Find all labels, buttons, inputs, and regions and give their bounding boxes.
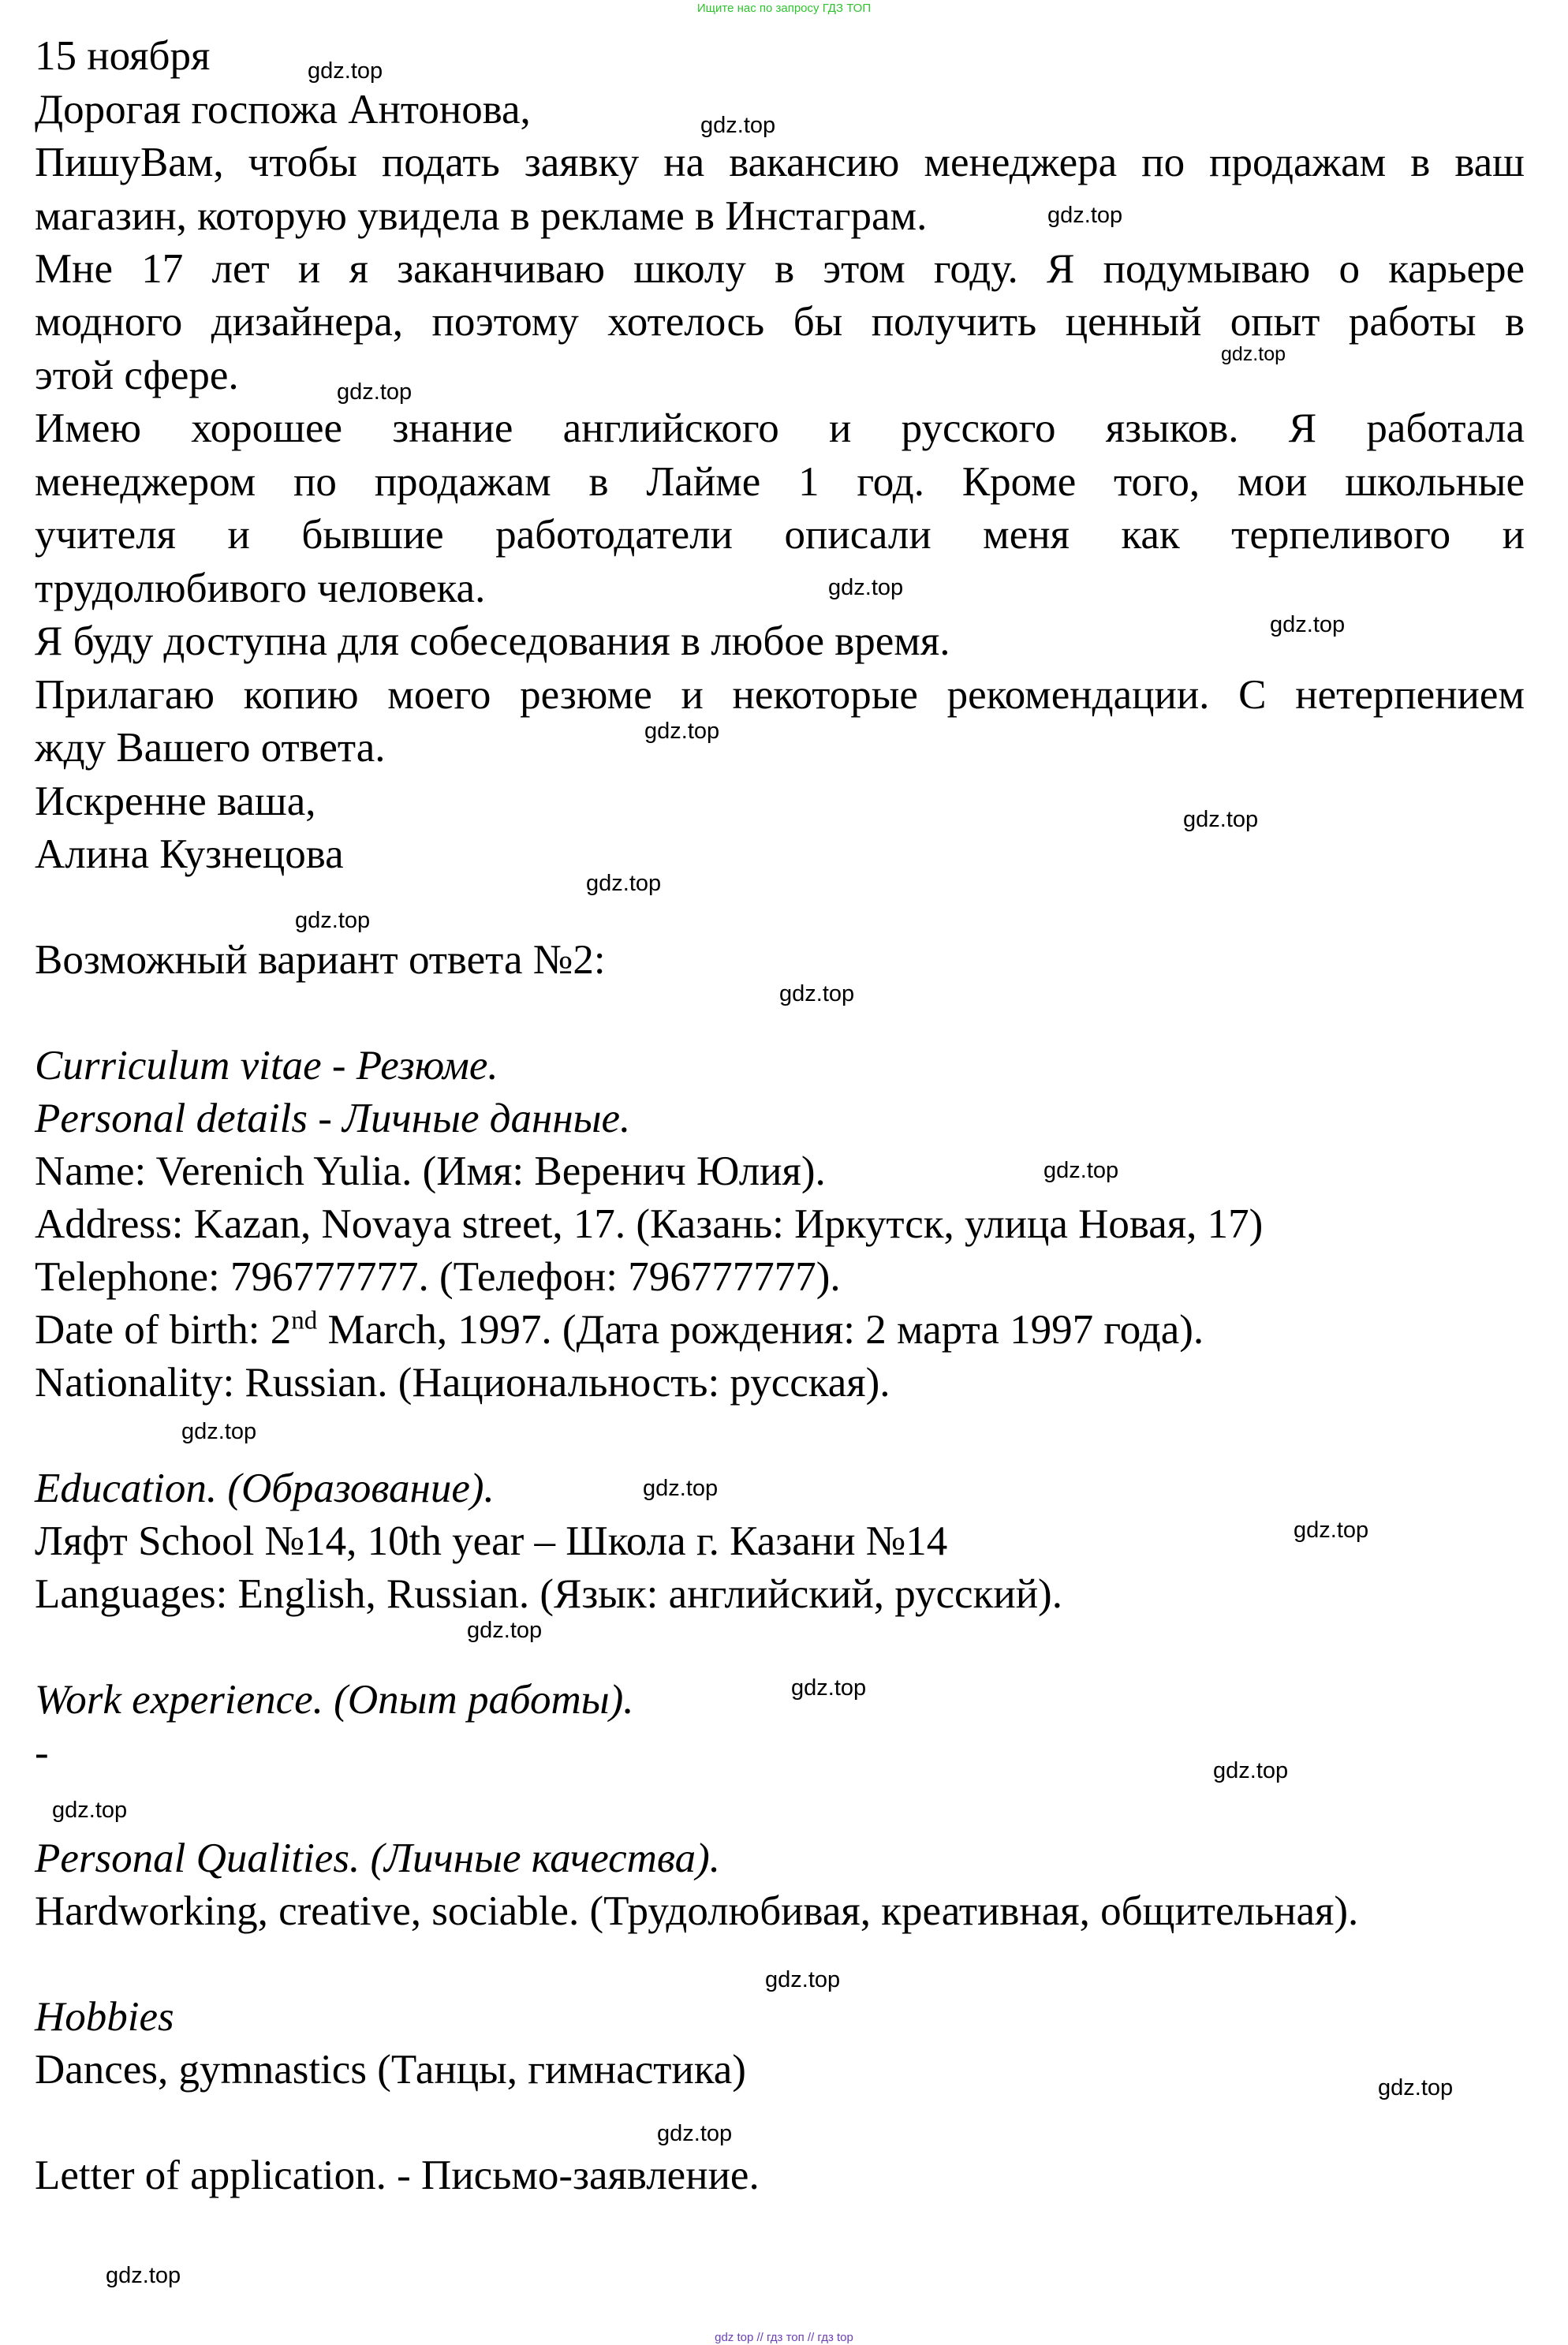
- watermark: gdz.top: [765, 1967, 841, 1992]
- letter-paragraph-3-line-1: Имею хорошее знание английского и русского языков. Я работала: [35, 405, 1525, 451]
- cv-school: Ляфт School №14, 10th year – Школа г. Казани №14: [35, 1518, 948, 1564]
- letter-paragraph-5-line-2: жду Вашего ответа.: [35, 725, 386, 771]
- cv-personal-qualities-heading: Personal Qualities. (Личные качества).: [35, 1835, 720, 1881]
- letter-paragraph-2-line-2: модного дизайнера, поэтому хотелось бы получить ценный опыт работы в: [35, 299, 1525, 345]
- letter-closing: Искренне ваша,: [35, 779, 316, 824]
- cv-personal-details-heading: Personal details - Личные данные.: [35, 1096, 631, 1141]
- watermark: gdz.top: [181, 1419, 257, 1444]
- letter-paragraph-4: Я буду доступна для собеседования в любое время.: [35, 618, 950, 664]
- watermark: gdz.top: [1043, 1158, 1119, 1183]
- footer-links[interactable]: gdz top // гдз топ // гдз top: [715, 2331, 853, 2344]
- letter-paragraph-2-line-3: этой сфере.: [35, 353, 239, 398]
- letter-paragraph-1-line-2: магазин, которую увидела в рекламе в Инстаграм.: [35, 193, 928, 239]
- watermark: gdz.top: [1378, 2075, 1454, 2100]
- watermark: gdz.top: [1294, 1518, 1369, 1543]
- dob-prefix: Date of birth: 2: [35, 1307, 292, 1353]
- letter-paragraph-3-line-2: менеджером по продажам в Лайме 1 год. Кроме того, мои школьные: [35, 459, 1525, 505]
- watermark: gdz.top: [779, 981, 855, 1006]
- cv-name: Name: Verenich Yulia. (Имя: Веренич Юлия).: [35, 1148, 826, 1194]
- watermark: gdz.top: [1270, 612, 1346, 637]
- header-banner[interactable]: Ищите нас по запросу ГДЗ ТОП: [696, 2, 872, 15]
- cv-nationality: Nationality: Russian. (Национальность: русская).: [35, 1360, 890, 1406]
- letter-paragraph-3-line-4: трудолюбивого человека.: [35, 566, 486, 611]
- cv-title: Curriculum vitae - Резюме.: [35, 1043, 498, 1088]
- watermark: gdz.top: [644, 719, 720, 744]
- watermark: gdz.top: [106, 2263, 181, 2288]
- letter-paragraph-5-line-1: Прилагаю копию моего резюме и некоторые рекомендации. С нетерпением: [35, 672, 1525, 718]
- watermark: gdz.top: [700, 113, 776, 138]
- cv-telephone: Telephone: 796777777. (Телефон: 796777777).: [35, 1254, 841, 1300]
- cv-work-experience-heading: Work experience. (Опыт работы).: [35, 1677, 634, 1723]
- letter-greeting: Дорогая госпожа Антонова,: [35, 87, 531, 133]
- watermark: gdz.top: [1221, 343, 1286, 365]
- watermark: gdz.top: [337, 379, 413, 405]
- cv-hobbies: Dances, gymnastics (Танцы, гимнастика): [35, 2047, 746, 2093]
- watermark: gdz.top: [295, 908, 371, 933]
- cv-date-of-birth: [35, 1305, 1204, 1354]
- watermark: gdz.top: [586, 871, 662, 896]
- watermark: gdz.top: [467, 1618, 543, 1643]
- final-line: Letter of application. - Письмо-заявление.: [35, 2153, 760, 2198]
- watermark: gdz.top: [1213, 1758, 1289, 1783]
- watermark: gdz.top: [828, 575, 904, 600]
- cv-hobbies-heading: Hobbies: [35, 1994, 174, 2040]
- cv-languages: Languages: English, Russian. (Язык: английский, русский).: [35, 1571, 1062, 1617]
- letter-paragraph-3-line-3: учителя и бывшие работодатели описали меня как терпеливого и: [35, 512, 1525, 558]
- letter-paragraph-1-line-1: ПишуВам, чтобы подать заявку на вакансию менеджера по продажам в ваш: [35, 140, 1525, 185]
- cv-address: Address: Kazan, Novaya street, 17. (Казань: Иркутск, улица Новая, 17): [35, 1201, 1264, 1247]
- watermark: gdz.top: [52, 1798, 128, 1823]
- watermark: gdz.top: [791, 1675, 867, 1701]
- variant-heading: Возможный вариант ответа №2:: [35, 937, 606, 983]
- cv-personal-qualities: Hardworking, creative, sociable. (Трудолюбивая, креативная, общительная).: [35, 1888, 1359, 1934]
- watermark: gdz.top: [308, 58, 383, 84]
- letter-date: 15 ноября: [35, 33, 211, 79]
- letter-signature: Алина Кузнецова: [35, 831, 344, 877]
- cv-work-experience-value: -: [35, 1730, 49, 1776]
- letter-paragraph-2-line-1: Мне 17 лет и я заканчиваю школу в этом году. Я подумываю о карьере: [35, 246, 1525, 292]
- watermark: gdz.top: [1183, 807, 1259, 832]
- watermark: gdz.top: [643, 1476, 719, 1501]
- dob-superscript: nd: [291, 1306, 318, 1335]
- watermark: gdz.top: [1047, 203, 1123, 228]
- watermark: gdz.top: [657, 2121, 733, 2146]
- dob-rest: March, 1997. (Дата рождения: 2 марта 1997 года).: [317, 1307, 1204, 1353]
- cv-education-heading: Education. (Образование).: [35, 1466, 495, 1511]
